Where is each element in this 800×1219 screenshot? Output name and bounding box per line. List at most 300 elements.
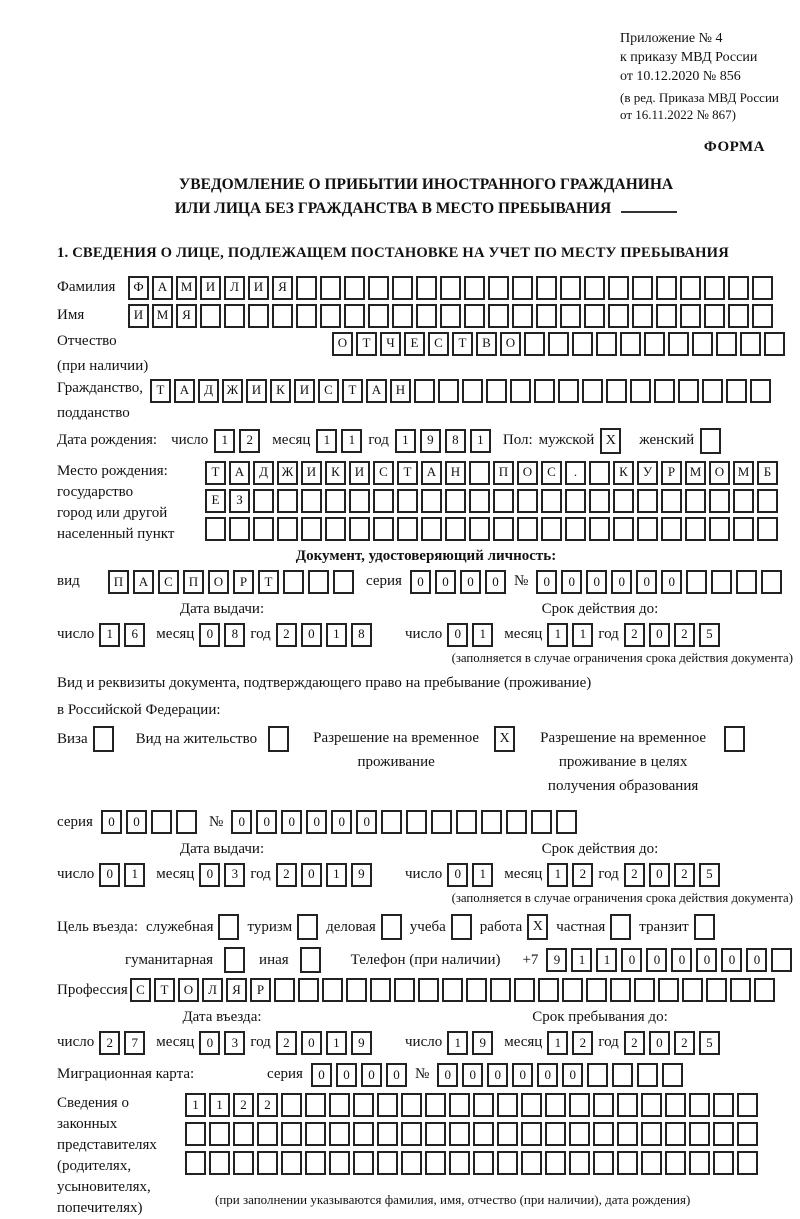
char-cell[interactable] xyxy=(637,1063,658,1087)
char-cell[interactable]: . xyxy=(565,461,586,485)
char-cell[interactable] xyxy=(414,379,435,403)
char-cell[interactable] xyxy=(333,570,354,594)
char-cell[interactable] xyxy=(253,517,274,541)
char-cell[interactable]: Р xyxy=(250,978,271,1002)
char-cell[interactable] xyxy=(449,1151,470,1175)
char-cell[interactable] xyxy=(728,304,749,328)
char-cell[interactable] xyxy=(757,489,778,513)
purpose-private-checkbox[interactable] xyxy=(610,914,631,940)
char-cell[interactable]: 0 xyxy=(536,570,557,594)
char-cell[interactable]: К xyxy=(613,461,634,485)
char-cell[interactable]: 0 xyxy=(231,810,252,834)
char-cell[interactable] xyxy=(545,1093,566,1117)
char-cell[interactable]: М xyxy=(685,461,706,485)
char-cell[interactable] xyxy=(685,489,706,513)
char-cell[interactable] xyxy=(176,810,197,834)
char-cell[interactable] xyxy=(488,276,509,300)
char-cell[interactable]: 1 xyxy=(326,1031,347,1055)
char-cell[interactable]: Е xyxy=(205,489,226,513)
char-cell[interactable]: А xyxy=(133,570,154,594)
char-cell[interactable] xyxy=(397,489,418,513)
char-cell[interactable] xyxy=(397,517,418,541)
char-cell[interactable] xyxy=(481,810,502,834)
char-cell[interactable]: 0 xyxy=(661,570,682,594)
char-cell[interactable] xyxy=(344,304,365,328)
char-cell[interactable] xyxy=(572,332,593,356)
char-cell[interactable] xyxy=(589,461,610,485)
char-cell[interactable]: О xyxy=(517,461,538,485)
char-cell[interactable]: 0 xyxy=(646,948,667,972)
char-cell[interactable]: 0 xyxy=(356,810,377,834)
char-cell[interactable]: 0 xyxy=(537,1063,558,1087)
temp-residence-edu-checkbox[interactable] xyxy=(724,726,745,752)
char-cell[interactable]: И xyxy=(246,379,267,403)
char-cell[interactable]: О xyxy=(208,570,229,594)
char-cell[interactable]: И xyxy=(248,276,269,300)
char-cell[interactable] xyxy=(736,570,757,594)
char-cell[interactable]: 0 xyxy=(485,570,506,594)
char-cell[interactable] xyxy=(473,1122,494,1146)
char-cell[interactable]: 8 xyxy=(445,429,466,453)
char-cell[interactable] xyxy=(750,379,771,403)
char-cell[interactable]: 0 xyxy=(462,1063,483,1087)
char-cell[interactable]: 1 xyxy=(99,623,120,647)
char-cell[interactable]: 5 xyxy=(699,863,720,887)
char-cell[interactable] xyxy=(401,1122,422,1146)
char-cell[interactable]: 0 xyxy=(435,570,456,594)
char-cell[interactable] xyxy=(469,461,490,485)
char-cell[interactable] xyxy=(353,1093,374,1117)
char-cell[interactable]: Б xyxy=(757,461,778,485)
char-cell[interactable] xyxy=(713,1122,734,1146)
char-cell[interactable]: 9 xyxy=(472,1031,493,1055)
char-cell[interactable]: Н xyxy=(445,461,466,485)
char-cell[interactable] xyxy=(617,1151,638,1175)
char-cell[interactable] xyxy=(536,276,557,300)
char-cell[interactable] xyxy=(353,1122,374,1146)
char-cell[interactable]: 0 xyxy=(649,863,670,887)
char-cell[interactable] xyxy=(704,276,725,300)
char-cell[interactable] xyxy=(381,810,402,834)
char-cell[interactable]: 1 xyxy=(472,863,493,887)
char-cell[interactable]: К xyxy=(270,379,291,403)
char-cell[interactable] xyxy=(713,1093,734,1117)
char-cell[interactable] xyxy=(613,489,634,513)
char-cell[interactable]: Р xyxy=(661,461,682,485)
char-cell[interactable]: З xyxy=(229,489,250,513)
char-cell[interactable]: 2 xyxy=(276,1031,297,1055)
char-cell[interactable] xyxy=(656,276,677,300)
residence-permit-checkbox[interactable] xyxy=(268,726,289,752)
char-cell[interactable]: 5 xyxy=(699,1031,720,1055)
char-cell[interactable] xyxy=(248,304,269,328)
char-cell[interactable]: 1 xyxy=(209,1093,230,1117)
char-cell[interactable] xyxy=(752,304,773,328)
char-cell[interactable] xyxy=(584,276,605,300)
char-cell[interactable]: Р xyxy=(233,570,254,594)
char-cell[interactable]: 5 xyxy=(699,623,720,647)
char-cell[interactable]: Т xyxy=(452,332,473,356)
char-cell[interactable] xyxy=(587,1063,608,1087)
char-cell[interactable] xyxy=(517,517,538,541)
char-cell[interactable]: 2 xyxy=(233,1093,254,1117)
char-cell[interactable]: 1 xyxy=(547,1031,568,1055)
char-cell[interactable]: С xyxy=(428,332,449,356)
char-cell[interactable] xyxy=(702,379,723,403)
char-cell[interactable] xyxy=(377,1093,398,1117)
char-cell[interactable]: 0 xyxy=(437,1063,458,1087)
purpose-humanitarian-checkbox[interactable] xyxy=(224,947,245,973)
char-cell[interactable] xyxy=(689,1093,710,1117)
char-cell[interactable]: Л xyxy=(224,276,245,300)
char-cell[interactable] xyxy=(730,978,751,1002)
char-cell[interactable]: Ж xyxy=(277,461,298,485)
char-cell[interactable] xyxy=(613,517,634,541)
char-cell[interactable]: П xyxy=(108,570,129,594)
char-cell[interactable] xyxy=(349,489,370,513)
char-cell[interactable]: 2 xyxy=(624,863,645,887)
char-cell[interactable] xyxy=(512,304,533,328)
char-cell[interactable] xyxy=(658,978,679,1002)
char-cell[interactable] xyxy=(368,304,389,328)
char-cell[interactable] xyxy=(665,1122,686,1146)
char-cell[interactable]: 0 xyxy=(512,1063,533,1087)
char-cell[interactable] xyxy=(442,978,463,1002)
char-cell[interactable]: Л xyxy=(202,978,223,1002)
char-cell[interactable] xyxy=(488,304,509,328)
char-cell[interactable]: И xyxy=(294,379,315,403)
char-cell[interactable]: 6 xyxy=(124,623,145,647)
char-cell[interactable]: И xyxy=(128,304,149,328)
char-cell[interactable]: 0 xyxy=(301,863,322,887)
char-cell[interactable] xyxy=(692,332,713,356)
char-cell[interactable] xyxy=(431,810,452,834)
char-cell[interactable] xyxy=(320,304,341,328)
char-cell[interactable] xyxy=(637,517,658,541)
char-cell[interactable] xyxy=(329,1093,350,1117)
char-cell[interactable] xyxy=(709,517,730,541)
char-cell[interactable]: 1 xyxy=(395,429,416,453)
char-cell[interactable]: 0 xyxy=(721,948,742,972)
char-cell[interactable] xyxy=(548,332,569,356)
char-cell[interactable] xyxy=(257,1151,278,1175)
char-cell[interactable] xyxy=(737,1151,758,1175)
char-cell[interactable] xyxy=(608,276,629,300)
purpose-work-checkbox[interactable]: X xyxy=(527,914,548,940)
char-cell[interactable] xyxy=(560,276,581,300)
char-cell[interactable] xyxy=(233,1151,254,1175)
char-cell[interactable]: Т xyxy=(342,379,363,403)
char-cell[interactable] xyxy=(298,978,319,1002)
char-cell[interactable] xyxy=(401,1093,422,1117)
char-cell[interactable] xyxy=(493,489,514,513)
char-cell[interactable]: А xyxy=(174,379,195,403)
char-cell[interactable] xyxy=(521,1093,542,1117)
char-cell[interactable]: 0 xyxy=(301,1031,322,1055)
char-cell[interactable] xyxy=(562,978,583,1002)
char-cell[interactable] xyxy=(764,332,785,356)
char-cell[interactable] xyxy=(224,304,245,328)
char-cell[interactable] xyxy=(344,276,365,300)
char-cell[interactable]: С xyxy=(158,570,179,594)
char-cell[interactable]: О xyxy=(500,332,521,356)
char-cell[interactable] xyxy=(641,1122,662,1146)
char-cell[interactable]: 0 xyxy=(256,810,277,834)
char-cell[interactable] xyxy=(661,489,682,513)
char-cell[interactable] xyxy=(514,978,535,1002)
char-cell[interactable]: Я xyxy=(176,304,197,328)
char-cell[interactable] xyxy=(726,379,747,403)
char-cell[interactable] xyxy=(709,489,730,513)
char-cell[interactable]: Т xyxy=(356,332,377,356)
visa-checkbox[interactable] xyxy=(93,726,114,752)
char-cell[interactable]: В xyxy=(476,332,497,356)
char-cell[interactable] xyxy=(686,570,707,594)
char-cell[interactable]: 2 xyxy=(99,1031,120,1055)
char-cell[interactable] xyxy=(538,978,559,1002)
char-cell[interactable]: 0 xyxy=(311,1063,332,1087)
char-cell[interactable] xyxy=(440,276,461,300)
char-cell[interactable] xyxy=(634,978,655,1002)
char-cell[interactable] xyxy=(560,304,581,328)
char-cell[interactable] xyxy=(713,1151,734,1175)
char-cell[interactable]: 1 xyxy=(447,1031,468,1055)
char-cell[interactable] xyxy=(589,517,610,541)
char-cell[interactable] xyxy=(277,517,298,541)
char-cell[interactable] xyxy=(418,978,439,1002)
char-cell[interactable] xyxy=(582,379,603,403)
char-cell[interactable] xyxy=(704,304,725,328)
char-cell[interactable] xyxy=(737,1093,758,1117)
char-cell[interactable]: У xyxy=(637,461,658,485)
char-cell[interactable]: 0 xyxy=(671,948,692,972)
char-cell[interactable] xyxy=(654,379,675,403)
char-cell[interactable] xyxy=(510,379,531,403)
char-cell[interactable]: 0 xyxy=(306,810,327,834)
char-cell[interactable]: Т xyxy=(258,570,279,594)
char-cell[interactable] xyxy=(497,1093,518,1117)
char-cell[interactable]: Т xyxy=(154,978,175,1002)
char-cell[interactable] xyxy=(586,978,607,1002)
char-cell[interactable] xyxy=(737,1122,758,1146)
purpose-transit-checkbox[interactable] xyxy=(694,914,715,940)
char-cell[interactable] xyxy=(665,1151,686,1175)
char-cell[interactable]: Ф xyxy=(128,276,149,300)
char-cell[interactable]: 2 xyxy=(674,863,695,887)
char-cell[interactable]: Ж xyxy=(222,379,243,403)
temp-residence-permit-checkbox[interactable]: X xyxy=(494,726,515,752)
char-cell[interactable] xyxy=(644,332,665,356)
char-cell[interactable]: С xyxy=(130,978,151,1002)
char-cell[interactable] xyxy=(325,517,346,541)
char-cell[interactable] xyxy=(373,517,394,541)
char-cell[interactable]: 0 xyxy=(281,810,302,834)
char-cell[interactable]: И xyxy=(349,461,370,485)
char-cell[interactable] xyxy=(272,304,293,328)
char-cell[interactable]: С xyxy=(318,379,339,403)
char-cell[interactable] xyxy=(740,332,761,356)
char-cell[interactable]: 2 xyxy=(624,623,645,647)
char-cell[interactable]: 0 xyxy=(331,810,352,834)
char-cell[interactable] xyxy=(656,304,677,328)
purpose-business-checkbox[interactable] xyxy=(218,914,239,940)
char-cell[interactable] xyxy=(281,1151,302,1175)
char-cell[interactable] xyxy=(274,978,295,1002)
char-cell[interactable]: 3 xyxy=(224,1031,245,1055)
char-cell[interactable] xyxy=(541,489,562,513)
char-cell[interactable] xyxy=(536,304,557,328)
char-cell[interactable] xyxy=(473,1151,494,1175)
char-cell[interactable]: 0 xyxy=(562,1063,583,1087)
char-cell[interactable] xyxy=(425,1093,446,1117)
char-cell[interactable] xyxy=(392,276,413,300)
char-cell[interactable]: 1 xyxy=(341,429,362,453)
char-cell[interactable]: 0 xyxy=(447,623,468,647)
char-cell[interactable] xyxy=(449,1122,470,1146)
char-cell[interactable] xyxy=(569,1122,590,1146)
char-cell[interactable] xyxy=(608,304,629,328)
char-cell[interactable]: С xyxy=(373,461,394,485)
char-cell[interactable] xyxy=(456,810,477,834)
char-cell[interactable] xyxy=(229,517,250,541)
char-cell[interactable] xyxy=(464,276,485,300)
purpose-tourism-checkbox[interactable] xyxy=(297,914,318,940)
char-cell[interactable] xyxy=(668,332,689,356)
char-cell[interactable] xyxy=(200,304,221,328)
char-cell[interactable] xyxy=(506,810,527,834)
char-cell[interactable] xyxy=(558,379,579,403)
char-cell[interactable] xyxy=(346,978,367,1002)
char-cell[interactable]: Е xyxy=(404,332,425,356)
char-cell[interactable] xyxy=(593,1093,614,1117)
char-cell[interactable]: 9 xyxy=(420,429,441,453)
char-cell[interactable]: 0 xyxy=(126,810,147,834)
char-cell[interactable]: М xyxy=(176,276,197,300)
purpose-study-checkbox[interactable] xyxy=(451,914,472,940)
char-cell[interactable] xyxy=(617,1122,638,1146)
char-cell[interactable] xyxy=(678,379,699,403)
char-cell[interactable] xyxy=(305,1151,326,1175)
char-cell[interactable] xyxy=(497,1122,518,1146)
char-cell[interactable]: 1 xyxy=(472,623,493,647)
char-cell[interactable] xyxy=(464,304,485,328)
char-cell[interactable]: 0 xyxy=(447,863,468,887)
char-cell[interactable]: 9 xyxy=(351,1031,372,1055)
char-cell[interactable] xyxy=(661,517,682,541)
char-cell[interactable] xyxy=(401,1151,422,1175)
char-cell[interactable] xyxy=(733,517,754,541)
char-cell[interactable] xyxy=(612,1063,633,1087)
char-cell[interactable] xyxy=(761,570,782,594)
char-cell[interactable]: А xyxy=(366,379,387,403)
char-cell[interactable] xyxy=(512,276,533,300)
char-cell[interactable] xyxy=(370,978,391,1002)
char-cell[interactable] xyxy=(682,978,703,1002)
char-cell[interactable]: 2 xyxy=(276,863,297,887)
char-cell[interactable] xyxy=(320,276,341,300)
char-cell[interactable]: 8 xyxy=(224,623,245,647)
char-cell[interactable]: 0 xyxy=(199,1031,220,1055)
char-cell[interactable]: К xyxy=(325,461,346,485)
char-cell[interactable] xyxy=(754,978,775,1002)
char-cell[interactable]: О xyxy=(709,461,730,485)
char-cell[interactable] xyxy=(445,489,466,513)
char-cell[interactable] xyxy=(377,1151,398,1175)
char-cell[interactable] xyxy=(185,1151,206,1175)
char-cell[interactable]: М xyxy=(733,461,754,485)
char-cell[interactable] xyxy=(711,570,732,594)
char-cell[interactable]: 0 xyxy=(696,948,717,972)
char-cell[interactable]: 0 xyxy=(611,570,632,594)
char-cell[interactable] xyxy=(440,304,461,328)
char-cell[interactable] xyxy=(449,1093,470,1117)
char-cell[interactable]: Я xyxy=(226,978,247,1002)
char-cell[interactable]: 0 xyxy=(621,948,642,972)
char-cell[interactable] xyxy=(665,1093,686,1117)
char-cell[interactable] xyxy=(394,978,415,1002)
char-cell[interactable]: Т xyxy=(397,461,418,485)
char-cell[interactable]: 0 xyxy=(649,623,670,647)
char-cell[interactable]: И xyxy=(200,276,221,300)
char-cell[interactable] xyxy=(610,978,631,1002)
char-cell[interactable] xyxy=(641,1151,662,1175)
char-cell[interactable]: 1 xyxy=(326,623,347,647)
char-cell[interactable] xyxy=(473,1093,494,1117)
char-cell[interactable] xyxy=(596,332,617,356)
char-cell[interactable] xyxy=(689,1122,710,1146)
char-cell[interactable] xyxy=(685,517,706,541)
char-cell[interactable] xyxy=(209,1122,230,1146)
char-cell[interactable] xyxy=(545,1151,566,1175)
char-cell[interactable]: 0 xyxy=(487,1063,508,1087)
char-cell[interactable] xyxy=(689,1151,710,1175)
char-cell[interactable]: 0 xyxy=(586,570,607,594)
char-cell[interactable] xyxy=(253,489,274,513)
char-cell[interactable]: 0 xyxy=(99,863,120,887)
char-cell[interactable]: 2 xyxy=(276,623,297,647)
char-cell[interactable]: 0 xyxy=(301,623,322,647)
char-cell[interactable]: О xyxy=(178,978,199,1002)
char-cell[interactable] xyxy=(277,489,298,513)
char-cell[interactable] xyxy=(425,1122,446,1146)
char-cell[interactable]: 1 xyxy=(572,623,593,647)
char-cell[interactable]: 1 xyxy=(185,1093,206,1117)
char-cell[interactable]: Т xyxy=(205,461,226,485)
char-cell[interactable] xyxy=(416,276,437,300)
char-cell[interactable]: Ч xyxy=(380,332,401,356)
char-cell[interactable] xyxy=(593,1122,614,1146)
char-cell[interactable] xyxy=(662,1063,683,1087)
char-cell[interactable]: 1 xyxy=(571,948,592,972)
char-cell[interactable] xyxy=(421,489,442,513)
char-cell[interactable]: С xyxy=(541,461,562,485)
title-blank-underline[interactable] xyxy=(621,211,677,213)
char-cell[interactable] xyxy=(630,379,651,403)
char-cell[interactable] xyxy=(556,810,577,834)
char-cell[interactable]: Я xyxy=(272,276,293,300)
char-cell[interactable] xyxy=(205,517,226,541)
char-cell[interactable]: 1 xyxy=(316,429,337,453)
char-cell[interactable] xyxy=(589,489,610,513)
char-cell[interactable] xyxy=(486,379,507,403)
char-cell[interactable]: 9 xyxy=(351,863,372,887)
char-cell[interactable]: П xyxy=(493,461,514,485)
char-cell[interactable] xyxy=(569,1151,590,1175)
char-cell[interactable] xyxy=(329,1122,350,1146)
char-cell[interactable]: 2 xyxy=(674,1031,695,1055)
char-cell[interactable] xyxy=(593,1151,614,1175)
char-cell[interactable]: А xyxy=(152,276,173,300)
